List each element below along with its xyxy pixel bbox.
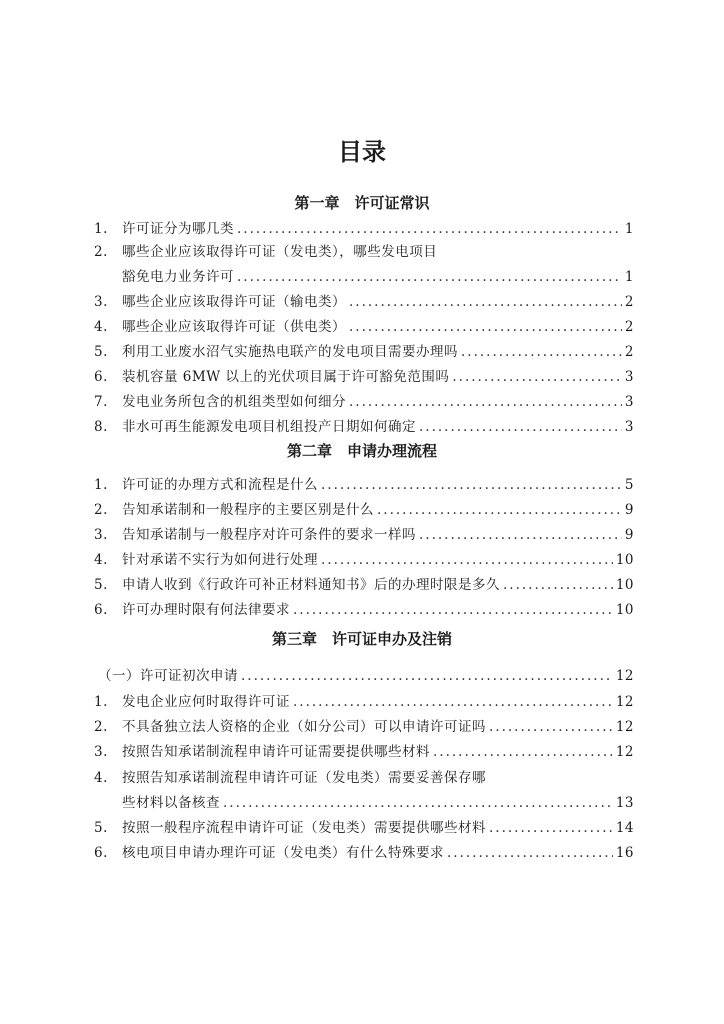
chapter-2-heading: 第二章 申请办理流程	[286, 442, 437, 460]
page-number: 3	[624, 369, 634, 385]
page-number: 13	[615, 795, 634, 811]
toc-entry[interactable]: 4. 针对承诺不实行为如何进行处理 ..... 10	[94, 548, 634, 570]
toc-entry[interactable]: 2. 告知承诺制和一般程序的主要区别是什么 ..... 9	[94, 498, 634, 520]
toc-entry-line[interactable]: 4. 按照告知承诺制流程申请许可证（发电类）需要妥善保存哪	[94, 770, 486, 786]
toc-entry[interactable]: 1. 许可证的办理方式和流程是什么 ..... 5	[94, 473, 634, 495]
toc-entry[interactable]: 3. 告知承诺制与一般程序对许可条件的要求一样吗 ..... 9	[94, 523, 634, 545]
toc-entry[interactable]: 2. 不具备独立法人资格的企业（如分公司）可以申请许可证吗 ..... 12	[94, 715, 634, 737]
leader-dots	[293, 694, 613, 710]
page-number: 10	[615, 602, 634, 618]
leader-dots	[489, 719, 613, 735]
leader-dots	[241, 668, 613, 684]
toc-entry[interactable]: 8. 非水可再生能源发电项目机组投产日期如何确定 ..... 3	[94, 415, 634, 437]
toc-entry[interactable]: 1. 发电企业应何时取得许可证 ..... 12	[94, 690, 634, 712]
toc-entry[interactable]: 4. 哪些企业应该取得许可证（供电类） ..... 2	[94, 315, 634, 337]
leader-dots	[349, 294, 622, 310]
toc-entry[interactable]: 6. 许可办理时限有何法律要求 ..... 10	[94, 598, 634, 620]
page-number: 9	[624, 502, 634, 518]
leader-dots	[321, 552, 613, 568]
toc-entry[interactable]: 5. 利用工业废水沼气实施热电联产的发电项目需要办理吗 ..... 2	[94, 340, 634, 362]
leader-dots	[237, 221, 622, 237]
page-number: 12	[615, 694, 634, 710]
leader-dots	[349, 394, 622, 410]
page-title: 目录	[338, 138, 386, 166]
page-number: 2	[624, 319, 634, 335]
leader-dots	[419, 527, 622, 543]
toc-entry[interactable]: 6. 核电项目申请办理许可证（发电类）有什么特殊要求 ..... 16	[94, 841, 634, 863]
toc-entry[interactable]: 7. 发电业务所包含的机组类型如何细分 ..... 3	[94, 390, 634, 412]
page-number: 1	[624, 269, 634, 285]
toc-entry[interactable]: 3. 按照告知承诺制流程申请许可证需要提供哪些材料 ..... 12	[94, 740, 634, 762]
page-number: 12	[615, 668, 634, 684]
leader-dots	[433, 744, 613, 760]
toc-entry-section[interactable]: （一）许可证初次申请 ..... 12	[98, 664, 634, 686]
page-number: 10	[615, 577, 634, 593]
page-number: 9	[624, 527, 634, 543]
page-number: 5	[624, 477, 634, 493]
leader-dots	[447, 845, 613, 861]
chapter-3-heading: 第三章 许可证申办及注销	[271, 630, 452, 648]
leader-dots	[377, 502, 622, 518]
leader-dots	[321, 477, 622, 493]
leader-dots	[419, 419, 622, 435]
leader-dots	[223, 795, 613, 811]
page-number: 12	[615, 719, 634, 735]
leader-dots	[461, 344, 622, 360]
page-number: 10	[615, 552, 634, 568]
page-number: 14	[615, 820, 634, 836]
page-number: 2	[624, 294, 634, 310]
toc-entry-continuation[interactable]: 些材料以备核查 ..... 13	[122, 791, 634, 813]
page-number: 3	[624, 419, 634, 435]
leader-dots	[452, 369, 622, 385]
leader-dots	[349, 319, 622, 335]
chapter-1-heading: 第一章 许可证常识	[294, 194, 430, 212]
toc-entry[interactable]: 6. 装机容量 6MW 以上的光伏项目属于许可豁免范围吗 ..... 3	[94, 365, 634, 387]
leader-dots	[489, 820, 613, 836]
toc-entry-continuation[interactable]: 豁免电力业务许可 ..... 1	[122, 265, 634, 287]
toc-entry[interactable]: 5. 申请人收到《行政许可补正材料通知书》后的办理时限是多久 ..... 10	[94, 573, 634, 595]
page-number: 2	[624, 344, 634, 360]
leader-dots	[237, 269, 622, 285]
page-number: 16	[615, 845, 634, 861]
leader-dots	[293, 602, 613, 618]
leader-dots	[503, 577, 613, 593]
toc-entry[interactable]: 3. 哪些企业应该取得许可证（输电类） ..... 2	[94, 290, 634, 312]
page-number: 12	[615, 744, 634, 760]
page-number: 1	[624, 221, 634, 237]
page-number: 3	[624, 394, 634, 410]
toc-entry[interactable]: 1. 许可证分为哪几类 ..... 1	[94, 217, 634, 239]
toc-entry-line[interactable]: 2. 哪些企业应该取得许可证（发电类），哪些发电项目	[94, 244, 438, 260]
toc-entry[interactable]: 5. 按照一般程序流程申请许可证（发电类）需要提供哪些材料 ..... 14	[94, 816, 634, 838]
